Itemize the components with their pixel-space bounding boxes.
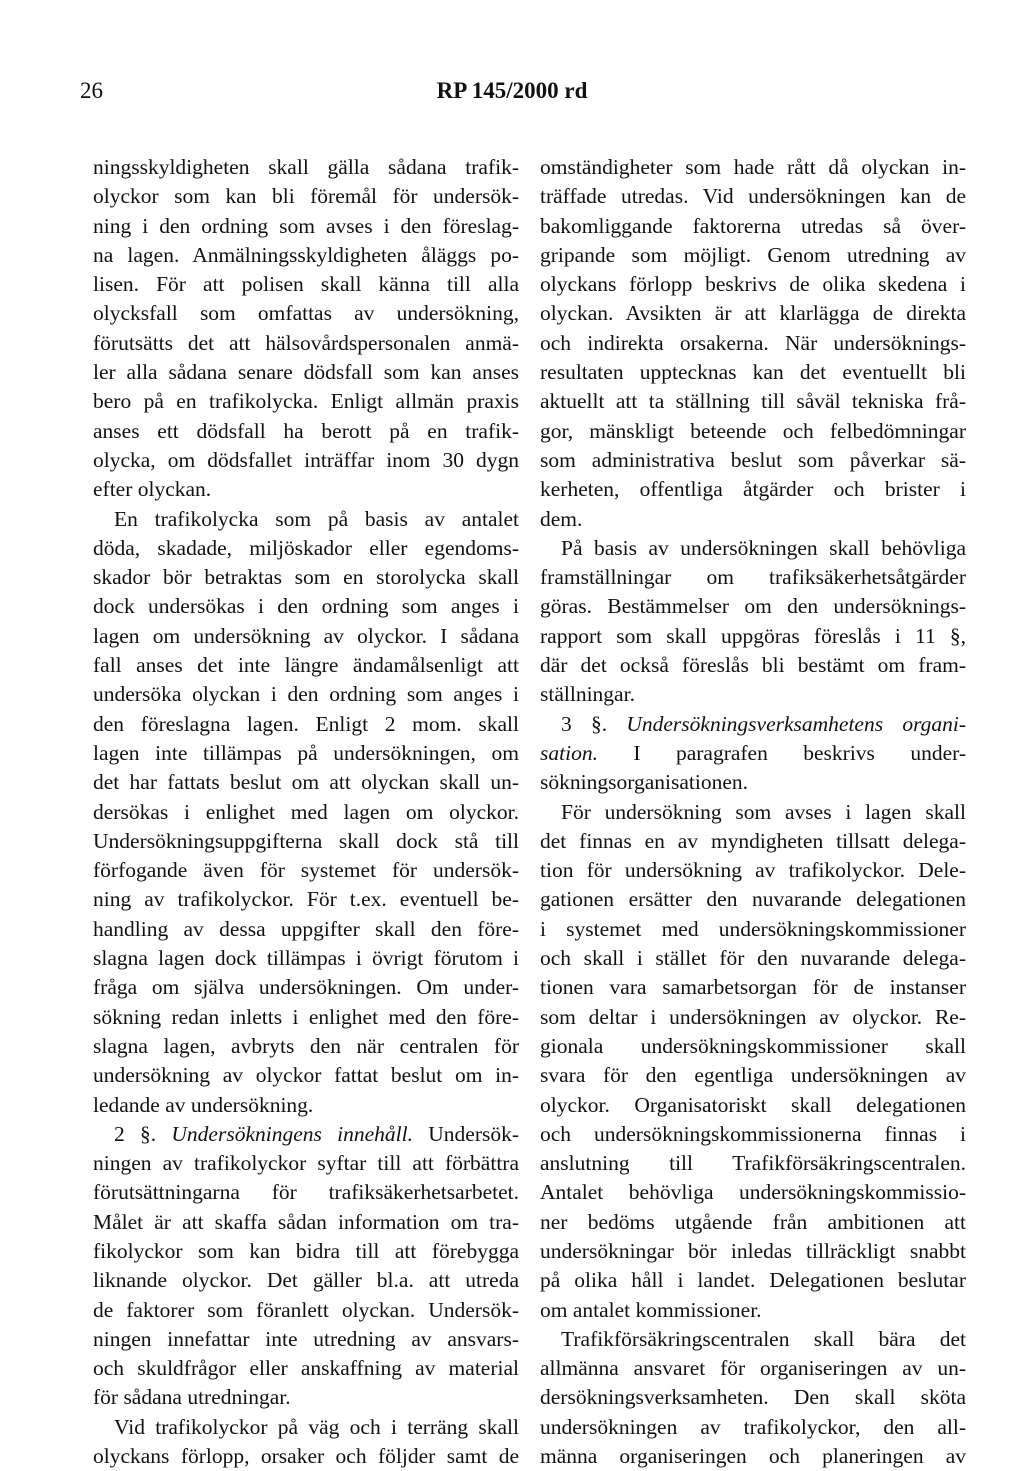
document-id: RP 145/2000 rd: [436, 78, 588, 103]
text-line: lagen om undersökning av olyckor. I sådana: [93, 623, 519, 648]
text-line: [540, 739, 966, 768]
text-line: döda, skadade, miljöskador eller egendoms-: [93, 535, 519, 560]
text-line: olyckor. Organisatoriskt skall delegationen: [540, 1092, 966, 1117]
text-line: tionen vara samarbetsorgan för de instanser: [540, 975, 966, 1000]
text-line: förutsätts det att hälsovårdspersonalen anmä-: [93, 330, 519, 355]
text-line: aktuellt att ta ställning till såväl tekniska frå-: [540, 389, 966, 414]
text-line: olyckor som kan bli föremål för undersök-: [93, 184, 519, 209]
text-line: ler alla sådana senare dödsfall som kan anses: [93, 360, 519, 385]
page-number: 26: [80, 78, 103, 103]
text-line: det har fattats beslut om att olyckan skall un-: [93, 770, 519, 795]
text-line: fråga om själva undersökningen. Om under-: [93, 975, 519, 1000]
text-line: där det också föreslås bli bestämt om fram-: [540, 653, 966, 678]
text-line: fall anses det inte längre ändamålsenligt att: [93, 653, 519, 678]
text-line: förutsättningarna för trafiksäkerhetsarbetet.: [93, 1180, 519, 1205]
text-line: ningen innefattar inte utredning av ansvars-: [93, 1326, 519, 1351]
text-line: dem.: [540, 506, 583, 531]
text-line: slagna lagen dock tillämpas i övrigt förutom i: [93, 946, 519, 971]
text-line: undersöka olyckan i den ordning som anges i: [93, 682, 519, 707]
text-line: och undersökningskommissionerna finnas i: [540, 1121, 966, 1146]
text-line: lisen. För att polisen skall känna till alla: [93, 272, 519, 297]
text-line: allmänna ansvaret för organiseringen av un-: [540, 1356, 966, 1381]
text-line: gripande som möjligt. Genom utredning av: [540, 242, 966, 267]
text-line: tion för undersökning av trafikolyckor. Dele-: [540, 858, 966, 883]
text-line: Trafikförsäkringscentralen skall bära det: [561, 1326, 966, 1351]
text-line: resultaten upptecknas kan det eventuellt bli: [540, 360, 966, 385]
text-line: förfogande även för systemet för undersök-: [93, 858, 519, 883]
text-line: olyckan. Avsikten är att klarlägga de direkta: [540, 301, 966, 326]
section-title: sation.: [540, 740, 598, 765]
text-line: Undersökningsuppgifterna skall dock stå till: [93, 828, 519, 853]
text-line: slagna lagen, avbryts den när centralen för: [93, 1033, 519, 1058]
text-line: och indirekta orsakerna. När undersöknings-: [540, 330, 966, 355]
section-title: Undersökningens innehåll.: [171, 1121, 413, 1146]
text-line: En trafikolycka som på basis av antalet: [114, 506, 519, 531]
text-line: för sådana utredningar.: [93, 1385, 291, 1410]
text-line: omständigheter som hade rått då olyckan in-: [540, 155, 966, 179]
text-line: Vid trafikolyckor på väg och i terräng skall: [114, 1414, 519, 1439]
text-line: på olika håll i landet. Delegationen beslutar: [540, 1268, 966, 1293]
text-line: dersökas i enlighet med lagen om olyckor.: [93, 799, 519, 824]
section-number: 2 §.: [114, 1121, 157, 1146]
text-line: framställningar om trafiksäkerhetsåtgärder: [540, 565, 966, 590]
text-line: För undersökning som avses i lagen skall: [561, 799, 966, 824]
text-line: undersökningen av trafikolyckor, den all-: [540, 1414, 966, 1439]
text-line: Antalet behövliga undersökningskommissio-: [540, 1180, 966, 1205]
text-line: skador bör betraktas som en storolycka skall: [93, 565, 519, 590]
text-line: gor, mänskligt beteende och felbedömningar: [540, 418, 966, 443]
text-line: ställningar.: [540, 682, 635, 707]
text-line: sökningsorganisationen.: [540, 770, 749, 795]
text-line: svara för den egentliga undersökningen av: [540, 1063, 966, 1088]
section-text: I paragrafen beskrivs under-: [633, 740, 967, 765]
text-line: den föreslagna lagen. Enligt 2 mom. skall: [93, 711, 519, 736]
text-line: anses ett dödsfall ha berott på en trafik-: [93, 418, 519, 443]
text-line: ningen av trafikolyckor syftar till att förbättra: [93, 1151, 519, 1176]
section-number: 3 §.: [561, 711, 608, 736]
text-line: lagen inte tillämpas på undersökningen, om: [93, 740, 519, 765]
text-line: olycka, om dödsfallet inträffar inom 30 dygn: [93, 447, 519, 472]
right-text-column: [540, 153, 966, 1471]
text-line: som deltar i undersökningen av olyckor. Re-: [540, 1004, 966, 1029]
text-line: sökning redan inletts i enlighet med den före-: [93, 1004, 519, 1029]
text-line: i systemet med undersökningskommissioner: [540, 916, 966, 941]
section-title: Undersökningsverksamhetens organi-: [626, 711, 967, 736]
text-line: na lagen. Anmälningsskyldigheten åläggs po-: [93, 242, 519, 267]
page-header: [0, 78, 1024, 118]
left-text-column: [93, 153, 519, 1471]
section-text: Undersök-: [428, 1121, 520, 1146]
text-line: ning i den ordning som avses i den föreslag-: [93, 213, 519, 238]
text-line: gionala undersökningskommissioner skall: [540, 1033, 966, 1058]
text-line: gationen ersätter den nuvarande delegationen: [540, 887, 966, 912]
text-line: träffade utredas. Vid undersökningen kan de: [540, 184, 966, 209]
text-line: olyckans förlopp, orsaker och följder samt de: [93, 1444, 519, 1469]
text-line: göras. Bestämmelser om den undersöknings-: [540, 594, 966, 619]
text-line: dock undersökas i den ordning som anges i: [93, 594, 519, 619]
text-line: det finnas en av myndigheten tillsatt delega-: [540, 828, 966, 853]
text-line: bakomliggande faktorerna utredas så över-: [540, 213, 966, 238]
text-line: Målet är att skaffa sådan information om tra-: [93, 1209, 519, 1234]
text-line: anslutning till Trafikförsäkringscentralen.: [540, 1151, 966, 1176]
text-line: olyckans förlopp beskrivs de olika skedena i: [540, 272, 966, 297]
text-line: ner bedöms utgående från ambitionen att: [540, 1209, 966, 1234]
text-line: efter olyckan.: [93, 477, 212, 502]
text-line: handling av dessa uppgifter skall den före-: [93, 916, 519, 941]
text-line: ning av trafikolyckor. För t.ex. eventuell be-: [93, 887, 519, 912]
text-line: dersökningsverksamheten. Den skall sköta: [540, 1385, 966, 1410]
text-line: bero på en trafikolycka. Enligt allmän praxis: [93, 389, 519, 414]
text-line: och skall i stället för den nuvarande delega-: [540, 946, 966, 971]
text-line: ledande av undersökning.: [93, 1092, 314, 1117]
text-line: olycksfall som omfattas av undersökning,: [93, 301, 519, 326]
text-line: undersökningar bör inledas tillräckligt snabbt: [540, 1238, 966, 1263]
text-line: På basis av undersökningen skall behövliga: [561, 535, 966, 560]
text-line: om antalet kommissioner.: [540, 1297, 762, 1322]
text-line: och skuldfrågor eller anskaffning av material: [93, 1356, 519, 1381]
text-line: ningsskyldigheten skall gälla sådana trafik-: [93, 155, 519, 179]
text-line: [540, 710, 966, 739]
text-line: undersökning av olyckor fattat beslut om in-: [93, 1063, 519, 1088]
text-line: rapport som skall uppgöras föreslås i 11 §,: [540, 623, 966, 648]
text-line: männa organiseringen och planeringen av: [540, 1444, 966, 1469]
text-line: [93, 1120, 519, 1149]
text-line: som administrativa beslut som påverkar sä-: [540, 447, 966, 472]
text-line: de faktorer som föranlett olyckan. Undersök-: [93, 1297, 519, 1322]
text-line: liknande olyckor. Det gäller bl.a. att utreda: [93, 1268, 519, 1293]
text-line: fikolyckor som kan bidra till att förebygga: [93, 1238, 519, 1263]
text-line: kerheten, offentliga åtgärder och brister i: [540, 477, 966, 502]
